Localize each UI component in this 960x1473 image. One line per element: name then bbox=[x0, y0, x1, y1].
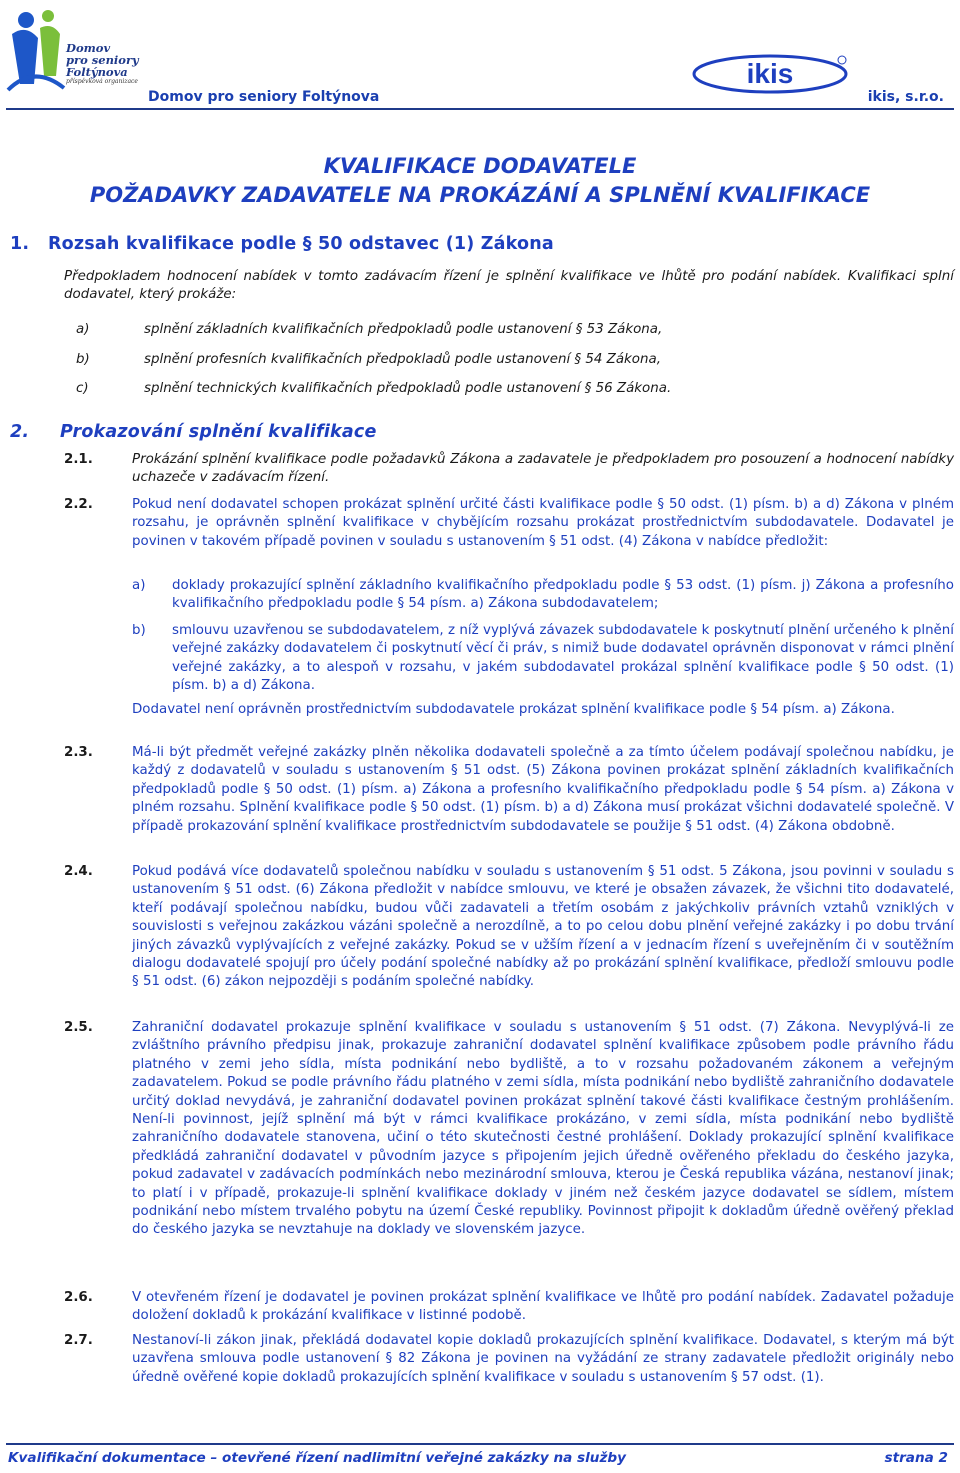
subsection-number: 2.1. bbox=[64, 452, 93, 467]
subsection-number: 2.6. bbox=[64, 1290, 93, 1305]
page-number: strana 2 bbox=[884, 1450, 948, 1466]
logo-text: Domov pro seniory Foltýnova příspěvková organizace bbox=[66, 41, 139, 85]
subsection-2-6: V otevřeném řízení je dodavatel je povinen prokázat splnění kvalifikace ve lhůtě pro podání nabídek. Zadavatel požaduje doložení dokladů k prokázání kvalifikace v listinné podobě. bbox=[132, 1290, 954, 1324]
section-2-heading: 2. Prokazování splnění kvalifikace bbox=[10, 422, 377, 442]
title-line-1: KVALIFIKACE DODAVATELE bbox=[323, 154, 637, 178]
subsection-number: 2.4. bbox=[64, 864, 93, 879]
header-divider bbox=[6, 108, 954, 110]
list-item: a) doklady prokazující splnění základního kvalifikačního předpokladu podle § 53 odst. (1) písm. j) Zákona a profesního kvalifikačního předpokladu podle § 54 písm. a) Zákona subdodavatelem; bbox=[132, 578, 954, 612]
section-1-intro: Předpokladem hodnocení nabídek v tomto zadávacím řízení je splnění kvalifikace ve lhůtě pro podání nabídek. Kvalifikaci splní dodavatel, který prokáže: bbox=[64, 269, 954, 302]
subsection-number: 2.2. bbox=[64, 497, 93, 512]
subsection-2-2-closing: Dodavatel není oprávněn prostřednictvím subdodavatele prokázat splnění kvalifikace podle § 54 písm. a) Zákona. bbox=[132, 702, 895, 717]
subsection-number: 2.3. bbox=[64, 745, 93, 760]
subsection-2-3: Má-li být předmět veřejné zakázky plněn několika dodavateli společně a za tímto účelem podávají společnou nabídku, je každý z dodavatelů v souladu s ustanovením § 51 odst. (5) Zákona povinen prokázat splnění základních kvalifikačních předpokladů podle § 50 odst. (1) písm. a) Zákona a profesního kvalifikačního předpokladu podle § 54 písm. a) Zákona v plném rozsahu. Splnění kvalifikace podle § 50 odst. (1) písm. b) a d) Zákona musí prokázat všichni dodavatelé společně. V případě prokazování splnění kvalifikace prostřednictvím subdodavatele se použije § 51 odst. (4) Zákona obdobně. bbox=[132, 745, 954, 834]
subsection-number: 2.5. bbox=[64, 1020, 93, 1035]
subsection-2-2: Pokud není dodavatel schopen prokázat splnění určité části kvalifikace podle § 50 odst. (1) písm. b) a d) Zákona v plném rozsahu, je oprávněn splnění kvalifikace v chybějícím rozsahu prokázat prostřednictvím subdodavatele. Dodavatel je povinen v takovém případě povinen v souladu s ustanovením § 51 odst. (4) Zákona v nabídce předložit: bbox=[132, 497, 954, 549]
section-1-heading: 1. Rozsah kvalifikace podle § 50 odstavec (1) Zákona bbox=[10, 234, 554, 254]
ikis-logo bbox=[690, 52, 850, 96]
list-item: b) smlouvu uzavřenou se subdodavatelem, z níž vyplývá závazek subdodavatele k poskytnutí plnění určeného k plnění veřejné zakázky dodavatelem či poskytnutí věcí či práv, s nimiž bude dodavatel oprávněn disponovat v rámci plnění veřejné zakázky, a to alespoň v rozsahu, v jakém subdodavatel prokázal splnění kvalifikace podle § 50 odst. (1) písm. b) a d) Zákona. bbox=[132, 623, 954, 694]
footer-document-title: Kvalifikační dokumentace – otevřené řízení nadlimitní veřejné zakázky na služby bbox=[8, 1450, 626, 1466]
list-item: c) splnění technických kvalifikačních předpokladů podle ustanovení § 56 Zákona. bbox=[76, 381, 672, 396]
list-item: b) splnění profesních kvalifikačních předpokladů podle ustanovení § 54 Zákona, bbox=[76, 352, 661, 367]
ikis-logo-text: ikis bbox=[746, 58, 794, 89]
subsection-2-4: Pokud podává více dodavatelů společnou nabídku v souladu s ustanovením § 51 odst. 5 Zákona, jsou povinni v souladu s ustanovením § 51 odst. (6) Zákona předložit v nabídce smlouvu, ve které je obsažen závazek, že všichni tito dodavatelé, kteří podávají společnou nabídku, budou vůči zadavateli a třetím osobám z jakýchkoliv právních vztahů vzniklých v souvislosti s veřejnou zakázkou vázáni společně a nerozdílně, a to po celou dobu plnění veřejné zakázky i po dobu trvání jiných závazků vyplývajících z veřejné zakázky. Pokud se v užším řízení a v jednacím řízení s uveřejněním či v soutěžním dialogu dodavatelé spojují pro účely podání společné nabídky až po prokázání splnění kvalifikace, předloží smlouvu podle § 51 odst. (6) zákon nejpozději s podáním společné nabídky. bbox=[132, 864, 954, 990]
subsection-2-5: Zahraniční dodavatel prokazuje splnění kvalifikace v souladu s ustanovením § 51 odst. (7) Zákona. Nevyplývá-li ze zvláštního právního předpisu jinak, prokazuje zahraniční dodavatel splnění kvalifikace způsobem podle právního řádu platného v zemi jeho sídla, místa podnikání nebo bydliště, a to v rozsahu požadovaném zákonem a veřejným zadavatelem. Pokud se podle právního řádu platného v zemi sídla, místa podnikání nebo bydliště zahraničního dodavatele určitý doklad nevydává, je zahraniční dodavatel povinen prokázat splnění takové části kvalifikace čestným prohlášením. Není-li povinnost, jejíž splnění má být v rámci kvalifikace prokázáno, v zemi sídla, místa podnikání nebo bydliště zahraničního dodavatele stanovena, učiní o této skutečnosti čestné prohlášení. Doklady prokazující splnění kvalifikace předkládá zahraniční dodavatel v původním jazyce s připojením jejich úředně ověřeného překladu do českého jazyka, pokud zadavatel v zadávacích podmínkách nebo mezinárodní smlouva, kterou je Česká republika vázána, nestanoví jinak; to platí i v případě, prokazuje-li splnění kvalifikace doklady v jiném než českém jazyce dodavatel se sídlem, místem podnikání nebo místem trvalého pobytu na území České republiky. Povinnost připojit k dokladům úředně ověřený překlad do českého jazyka se nevztahuje na doklady ve slovenském jazyce. bbox=[132, 1020, 954, 1238]
title-line-2: POŽADAVKY ZADAVATELE NA PROKÁZÁNÍ A SPLNĚNÍ KVALIFIKACE bbox=[89, 183, 871, 207]
subsection-number: 2.7. bbox=[64, 1333, 93, 1348]
organization-name: Domov pro seniory Foltýnova bbox=[148, 89, 380, 105]
subsection-2-1: Prokázání splnění kvalifikace podle požadavků Zákona a zadavatele je předpokladem pro posouzení a hodnocení nabídky uchazeče v zadávacím řízení. bbox=[132, 452, 954, 486]
company-name: ikis, s.r.o. bbox=[867, 89, 944, 105]
page-header bbox=[0, 0, 960, 110]
list-item: a) splnění základních kvalifikačních předpokladů podle ustanovení § 53 Zákona, bbox=[76, 322, 663, 337]
subsection-2-7: Nestanoví-li zákon jinak, překládá dodavatel kopie dokladů prokazujících splnění kvalifikace. Dodavatel, s kterým má být uzavřena smlouva podle ustanovení § 82 Zákona je povinen na vyžádání ze strany zadavatele předložit originály nebo úředně ověřené kopie dokladů prokazujících splnění kvalifikace v souladu s ustanovením § 57 odst. (1). bbox=[132, 1333, 954, 1385]
footer-divider bbox=[6, 1443, 954, 1445]
document-title bbox=[0, 152, 960, 210]
